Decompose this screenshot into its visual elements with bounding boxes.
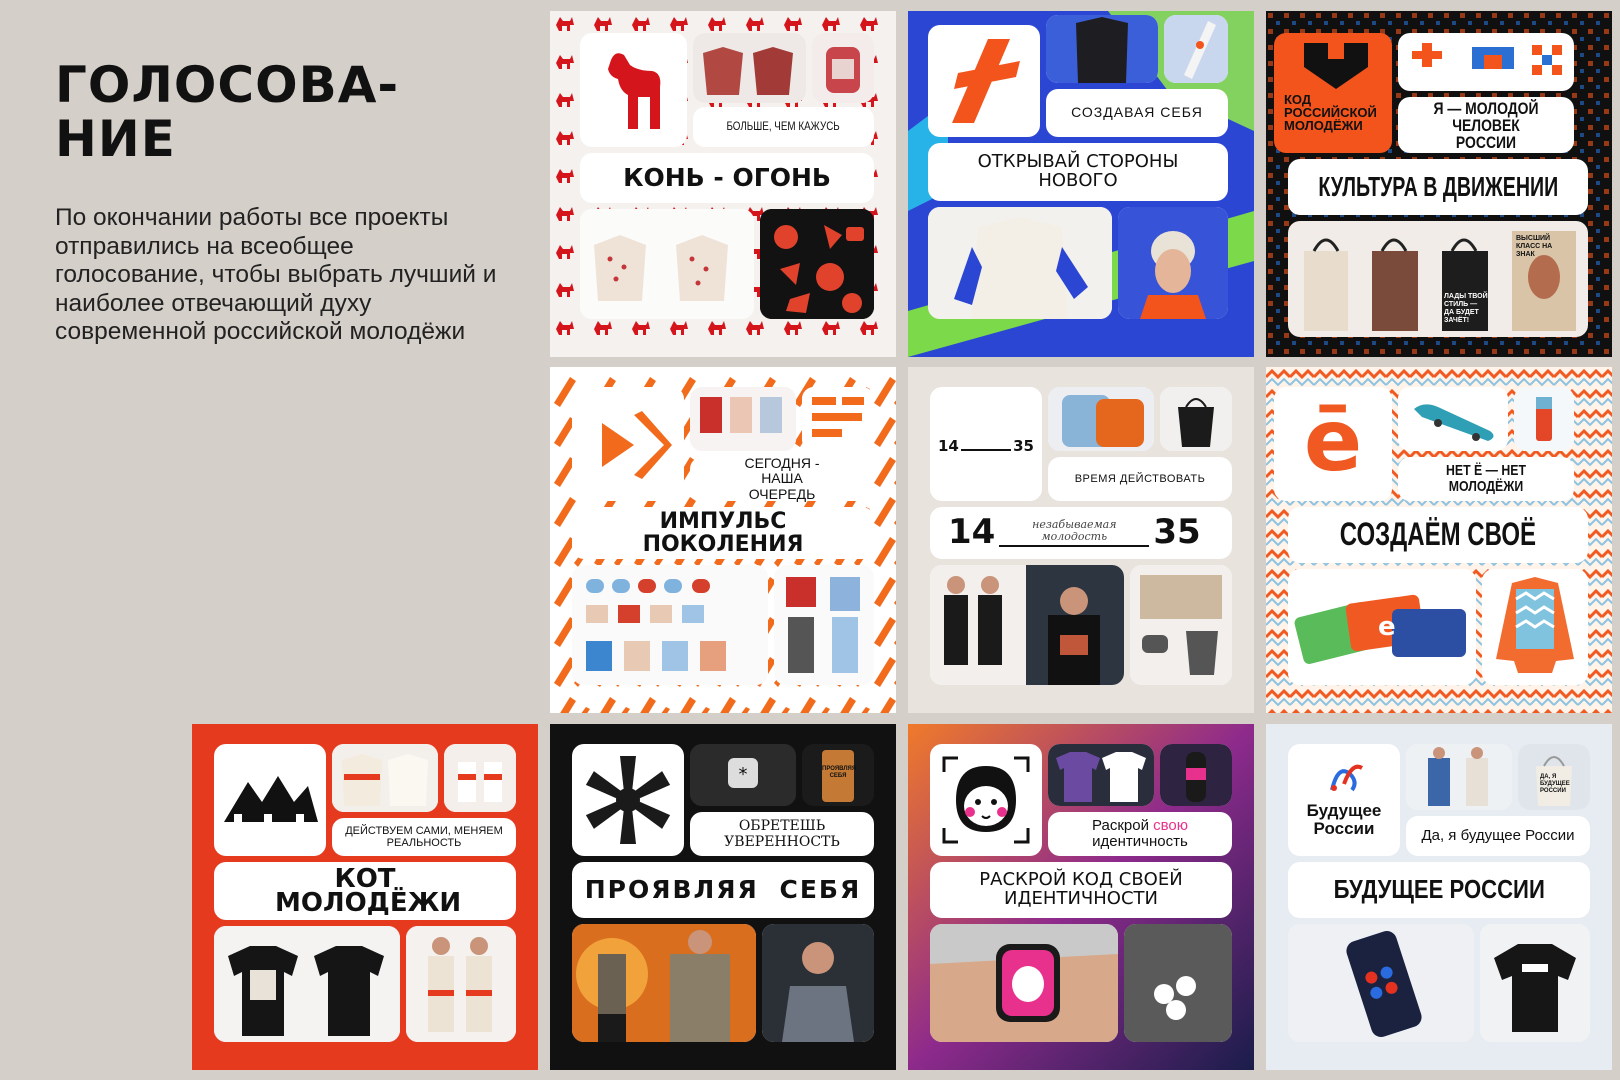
tagline-box [1406,816,1590,856]
tagline-box [690,454,874,502]
snowboard-illustration [1164,15,1228,83]
hoodie-photo [928,207,1112,319]
tagline-text: СОЗДАВАЯ СЕБЯ [1071,104,1203,121]
letter-logo-card [1274,387,1392,501]
tagline-text: ДЕЙСТВУЕМ САМИ, МЕНЯЕМ РЕАЛЬНОСТЬ [345,825,503,849]
zigzag-jacket-illustration [1482,569,1588,685]
skateboard-illustration [1398,387,1508,451]
logo-variants-card [1398,33,1574,91]
tagline-text: ОБРЕТЕШЬ УВЕРЕННОСТЬ [724,818,840,850]
tshirt-photo [1480,924,1590,1042]
tagline-text: СЕГОДНЯ - НАША ОЧЕРЕДЬ [744,454,820,502]
cat-logo-card [214,744,326,856]
can-photo [802,744,874,806]
backpack-photo [812,33,874,103]
black-tshirts-illustration [214,926,400,1042]
project-title: КОНЬ - ОГОНЬ [623,162,831,192]
jacket-illustration [1046,15,1158,83]
jacket-photo [1482,569,1588,685]
project-card-impuls[interactable] [550,367,896,713]
models-blue-illustration [1406,744,1512,810]
project-card-proyavlyaya[interactable] [550,724,896,1070]
tagline-box [693,107,874,147]
woman-beanie-illustration [1118,207,1228,319]
poster-text: КОД РОССИЙСКОЙ МОЛОДЁЖИ [1284,92,1377,133]
project-title: КУЛЬТУРА В ДВИЖЕНИИ [1318,171,1558,203]
page-heading: ГОЛОСОВА- НИЕ [55,56,400,168]
models-photo [572,924,756,1042]
tagline-text [1070,818,1210,850]
project-title-bar [1288,862,1590,918]
project-title: СОЗДАЁМ СВОЁ [1339,516,1537,553]
project-title-bar [930,507,1232,559]
tshirt-photo [1048,744,1154,806]
cards-photo [1288,569,1476,685]
black-cat-mountains-icon [214,744,326,856]
brand-logo-card [928,25,1040,137]
outfit-illustration [774,565,874,685]
tshirts-illustration [1048,744,1154,806]
project-title-bar [214,862,516,920]
accessories-photo [572,565,768,685]
tagline-part-1: Раскрой [1091,817,1149,834]
logo-number-left: 14 [938,437,959,455]
orange-cross-logo-icon [928,25,1040,137]
man-illustration [762,924,874,1042]
knit-jackets-photo [580,209,754,319]
letter-e-logo: ē [1303,391,1363,491]
project-card-kot[interactable] [192,724,538,1070]
kids-photo [444,744,516,812]
jacket-tshirt-illustration [332,744,438,812]
project-title: КОТ МОЛОДЁЖИ [275,864,462,918]
poster-card [1274,33,1392,153]
people-illustration [930,565,1124,685]
project-card-sozdaem[interactable] [1266,367,1612,713]
horse-logo-card [580,33,687,147]
jacket-photo [1046,15,1158,83]
tagline-box [1398,457,1574,501]
snowboard-photo [1164,15,1228,83]
pins-illustration [1124,924,1232,1042]
project-title: ИМПУЛЬС ПОКОЛЕНИЯ [642,508,804,557]
backpack-illustration [812,33,874,103]
colorful-swirl-icon [1288,754,1400,802]
project-title-bar [1288,507,1588,563]
project-card-kon-ogon[interactable] [550,11,896,357]
black-asterisk-flower-icon [572,744,684,856]
bottle-photo [1160,744,1232,806]
project-card-14-35[interactable] [908,367,1254,713]
project-title: ПРОЯВЛЯЯ СЕБЯ [584,874,862,904]
matryoshka-face-icon [930,744,1042,856]
bag-photo [1160,387,1232,451]
keychain-photo [690,744,796,806]
project-card-raskroi[interactable] [908,724,1254,1070]
stickers-sheet-photo [802,387,874,451]
merch-illustration [1130,565,1232,685]
tagline-part-2: свою [1153,817,1189,834]
kids-illustration [444,744,516,812]
stickers-sheet-illustration [802,387,874,451]
tagline-text: Я — МОЛОДОЙ ЧЕЛОВЕК РОССИИ [1433,98,1539,152]
project-card-otkryvai[interactable] [908,11,1254,357]
jackets-photo [693,33,806,103]
bag-text: ДА, Я БУДУЩЕЕ РОССИИ [1540,774,1570,794]
tagline-part-3: идентичность [1092,833,1188,850]
smartwatch-photo [930,924,1118,1042]
jacket-tshirt-photo [332,744,438,812]
accessories-illustration [572,565,768,685]
outfit-photo [774,565,874,685]
pixel-logos-icon [1398,33,1574,91]
can-label: ПРОЯВЛЯЯ СЕБЯ [822,766,857,779]
phone-photo [1288,924,1474,1042]
project-card-kultura[interactable] [1266,11,1612,357]
tote-bags-photo [1288,221,1588,337]
svg-text:*: * [738,764,748,785]
tagline-box [1048,812,1232,856]
skateboard-photo [1398,387,1508,451]
bag-illustration [1160,387,1232,451]
project-card-budushee[interactable] [1266,724,1612,1070]
merch-photo [1130,565,1232,685]
project-title-bar [1288,159,1588,215]
bag-text-2: ВЫСШИЙ КЛАСС НА ЗНАК [1516,235,1553,258]
stickers-illustration [760,209,874,319]
jackets-illustration [693,33,806,103]
tagline-box [1048,457,1232,501]
tshirts-photo [214,926,400,1042]
keychain-illustration [690,744,796,806]
project-title-bar [580,153,874,203]
logo-number-right: 35 [1013,437,1034,455]
woman-beanie-photo [1118,207,1228,319]
title-script: незабываемая молодость [999,519,1149,546]
tagline-text: НЕТ Ё — НЕТ МОЛОДЁЖИ [1445,462,1526,495]
man-photo [762,924,874,1042]
models-orange-illustration [572,924,756,1042]
orange-arrow-logo-icon [572,387,684,501]
project-title-bar [930,862,1232,918]
bottle-illustration [1160,744,1232,806]
hoodie-illustration [928,207,1112,319]
swirl-logo-card [1288,744,1400,856]
logo-text: Будущее России [1306,801,1382,838]
tagline-text: Да, я будущее России [1421,826,1575,844]
project-title-bar [572,862,874,918]
svg-text:e: e [1378,612,1396,642]
tagline-text: БОЛЬШЕ, ЧЕМ КАЖУСЬ [726,119,841,134]
tagline-box [1398,97,1574,153]
phone-app-illustration [1288,924,1474,1042]
phone-illustration [1048,387,1154,451]
tagline-box [1046,89,1228,137]
tote-photo [1518,744,1590,810]
people-photo [930,565,1124,685]
clothes-photo [690,387,796,451]
logo-line [961,437,1011,451]
models-photo [406,926,516,1042]
bag-text-1: ЛАДЫ ТВОЙ СТИЛЬ — ДА БУДЕТ ЗАЧЁТ! [1444,293,1488,324]
knit-jackets-illustration [580,209,754,319]
project-title: ОТКРЫВАЙ СТОРОНЫ НОВОГО [977,151,1179,191]
lip-balm-illustration [1514,387,1574,451]
tagline-box [332,818,516,856]
models-illustration [406,926,516,1042]
tagline-text: ВРЕМЯ ДЕЙСТВОВАТЬ [1074,472,1206,485]
black-tshirt-illustration [1480,924,1590,1042]
project-title-bar [572,507,874,559]
smartwatch-illustration [930,924,1118,1042]
matryoshka-logo-card [930,744,1042,856]
flower-logo-card [572,744,684,856]
tagline-box [690,812,874,856]
clothes-illustration [690,387,796,451]
lip-balm-photo [1514,387,1574,451]
pins-photo [1124,924,1232,1042]
page-description: По окончании работы все проекты отправились на всеобщее голосование, чтобы выбрать лучший и наиболее отвечающий духу современной российской молодёжи [55,204,497,345]
models-photo [1406,744,1512,810]
arrow-logo-card [572,387,684,501]
red-horse-icon [580,33,687,147]
title-number-left: 14 [948,512,996,553]
stickers-photo [760,209,874,319]
phone-photo [1048,387,1154,451]
title-number-right: 35 [1153,512,1201,553]
logo-14-35-card [930,387,1042,501]
project-title: БУДУЩЕЕ РОССИИ [1333,874,1545,905]
project-title: РАСКРОЙ КОД СВОЕЙ ИДЕНТИЧНОСТИ [979,869,1183,909]
project-title-bar [928,143,1228,201]
bank-cards-illustration [1288,569,1476,685]
